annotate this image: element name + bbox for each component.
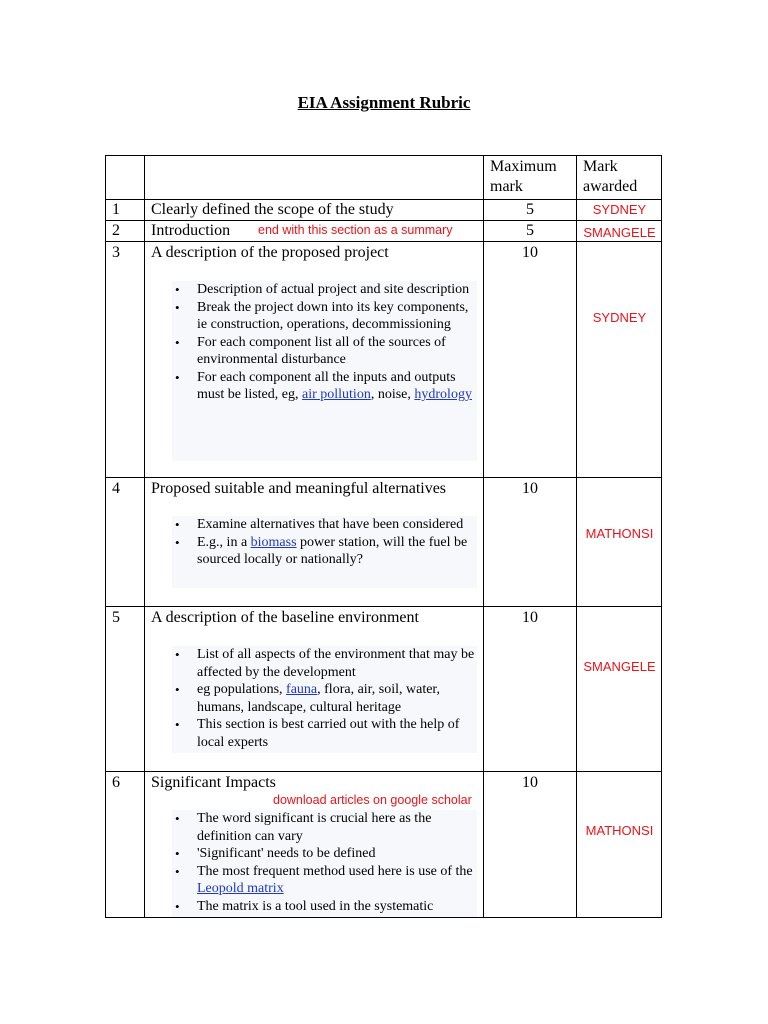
row-max-mark: 10	[522, 480, 538, 497]
row-criterion: Proposed suitable and meaningful alternatives	[151, 480, 447, 497]
row-awarded: SMANGELE	[583, 225, 656, 240]
table-rule	[105, 917, 662, 918]
row-number: 4	[112, 480, 120, 497]
fauna-link[interactable]: fauna	[286, 682, 318, 697]
table-rule	[105, 199, 662, 200]
list-item: • Break the project down into its key components, ie construction, operations, decommissioning	[197, 299, 477, 334]
table-divider-desc	[483, 155, 484, 918]
document-title: EIA Assignment Rubric	[297, 93, 471, 112]
annotation-note: end with this section as a summary	[258, 223, 453, 237]
row-number: 1	[112, 201, 120, 218]
annotation-note: download articles on google scholar	[273, 793, 472, 807]
table-rule	[105, 220, 662, 221]
table-rule	[105, 477, 662, 478]
row-criterion: A description of the baseline environment	[151, 609, 419, 626]
row-awarded: SYDNEY	[592, 310, 647, 325]
header-max-mark: Maximum mark	[490, 158, 557, 195]
row-max-mark: 10	[522, 609, 538, 626]
table-rule	[105, 155, 662, 156]
table-rule	[105, 606, 662, 607]
table-border-left	[105, 155, 106, 918]
air-pollution-link[interactable]: air pollution	[302, 387, 371, 402]
list-item: • Examine alternatives that have been considered	[197, 516, 477, 534]
list-item: • For each component all the inputs and outputs must be listed, eg, air pollution, noise, hydrology	[197, 369, 477, 404]
row-awarded: MATHONSI	[585, 526, 654, 541]
list-item: • The matrix is a tool used in the systematic	[197, 898, 477, 916]
row-max-mark: 5	[526, 201, 534, 218]
row-max-mark: 10	[522, 244, 538, 261]
biomass-link[interactable]: biomass	[250, 534, 297, 550]
bullet-list	[172, 646, 477, 753]
list-item: • eg populations, fauna, flora, air, soil, water, humans, landscape, cultural heritage	[197, 681, 477, 716]
row-awarded: SYDNEY	[592, 202, 647, 217]
row-number: 3	[112, 244, 120, 261]
table-divider-num	[144, 155, 145, 918]
leopold-matrix-link[interactable]: Leopold matrix	[197, 881, 284, 896]
list-item: • Description of actual project and site description	[197, 281, 477, 299]
row-max-mark: 10	[522, 774, 538, 791]
row-criterion: Significant Impacts	[151, 774, 276, 791]
list-item: • For each component list all of the sources of environmental disturbance	[197, 334, 477, 369]
header-mark-awarded: Mark awarded	[583, 158, 638, 195]
row-criterion: A description of the proposed project	[151, 244, 389, 261]
row-criterion: Clearly defined the scope of the study	[151, 201, 394, 218]
row-number: 2	[112, 222, 120, 239]
hydrology-link[interactable]: hydrology	[414, 387, 472, 402]
bullet-list	[172, 516, 477, 588]
row-criterion: Introduction	[151, 222, 231, 239]
row-awarded: SMANGELE	[583, 659, 656, 674]
bullet-list	[172, 281, 477, 461]
list-item: • 'Significant' needs to be defined	[197, 845, 477, 863]
row-max-mark: 5	[526, 222, 534, 239]
bullet-list	[172, 810, 477, 917]
list-item: • E.g., in a biomass power station, will the fuel be sourced locally or nationally?	[197, 534, 477, 569]
table-rule	[105, 241, 662, 242]
list-item: • List of all aspects of the environment that may be affected by the development	[197, 646, 477, 681]
list-item: • This section is best carried out with the help of local experts	[197, 716, 477, 751]
list-item: • The most frequent method used here is use of the Leopold matrix	[197, 863, 477, 898]
row-number: 5	[112, 609, 120, 626]
list-item: • The word significant is crucial here as the definition can vary	[197, 810, 477, 845]
row-number: 6	[112, 774, 120, 791]
row-awarded: MATHONSI	[585, 823, 654, 838]
table-rule	[105, 771, 662, 772]
